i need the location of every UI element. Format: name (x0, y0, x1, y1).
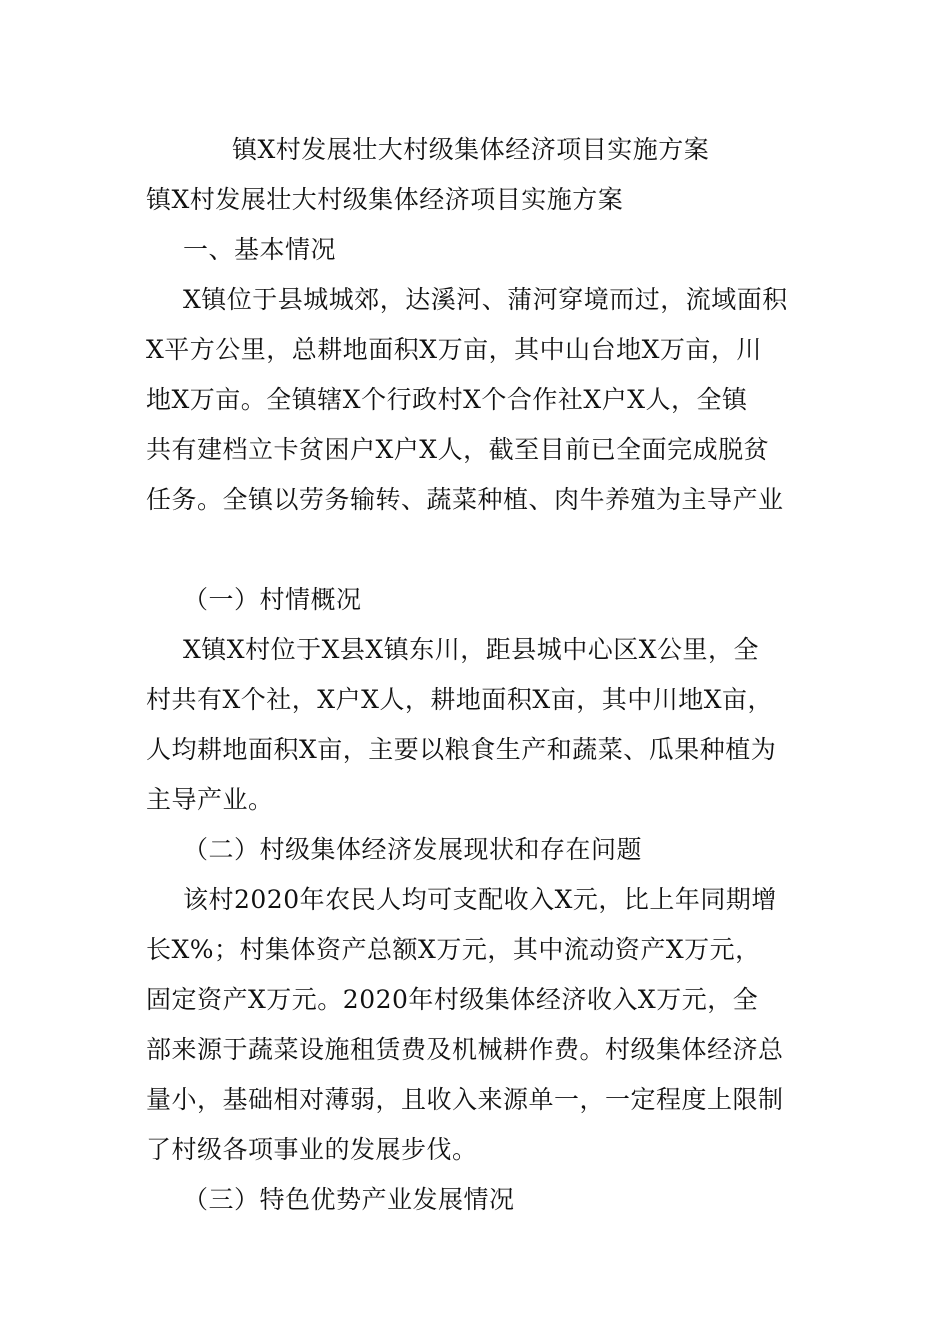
paragraph-line: 固定资产X万元。2020年村级集体经济收入X万元，全 (146, 985, 759, 1014)
subsection-heading-featured-industry: （三）特色优势产业发展情况 (183, 1185, 515, 1214)
paragraph-line: 主导产业。 (146, 785, 274, 814)
subsection-heading-collective-economy: （二）村级集体经济发展现状和存在问题 (183, 835, 643, 864)
section-heading-basic-info: 一、基本情况 (183, 235, 337, 264)
paragraph-line: 部来源于蔬菜设施租赁费及机械耕作费。村级集体经济总 (146, 1035, 784, 1064)
paragraph-line: 村共有X个社，X户X人，耕地面积X亩，其中川地X亩， (146, 685, 773, 714)
paragraph-line: 长X%；村集体资产总额X万元，其中流动资产X万元， (146, 935, 761, 964)
paragraph-line: X镇X村位于X县X镇东川，距县城中心区X公里，全 (183, 635, 759, 664)
paragraph-line: 该村2020年农民人均可支配收入X元，比上年同期增 (183, 885, 777, 914)
paragraph-line: 量小，基础相对薄弱，且收入来源单一，一定程度上限制 (146, 1085, 784, 1114)
document-subtitle: 镇X村发展壮大村级集体经济项目实施方案 (146, 185, 624, 214)
paragraph-line: 了村级各项事业的发展步伐。 (146, 1135, 478, 1164)
paragraph-line: 人均耕地面积X亩，主要以粮食生产和蔬菜、瓜果种植为 (146, 735, 777, 764)
document-title: 镇X村发展壮大村级集体经济项目实施方案 (232, 135, 710, 164)
paragraph-line: 共有建档立卡贫困户X户X人，截至目前已全面完成脱贫 (146, 435, 770, 464)
paragraph-line: X平方公里，总耕地面积X万亩，其中山台地X万亩，川 (146, 335, 762, 364)
paragraph-line: 地X万亩。全镇辖X个行政村X个合作社X户X人，全镇 (146, 385, 748, 414)
paragraph-line: 任务。全镇以劳务输转、蔬菜种植、肉牛养殖为主导产业 (146, 485, 784, 514)
paragraph-line: X镇位于县城城郊，达溪河、蒲河穿境而过，流域面积 (183, 285, 788, 314)
subsection-heading-village-overview: （一）村情概况 (183, 585, 362, 614)
